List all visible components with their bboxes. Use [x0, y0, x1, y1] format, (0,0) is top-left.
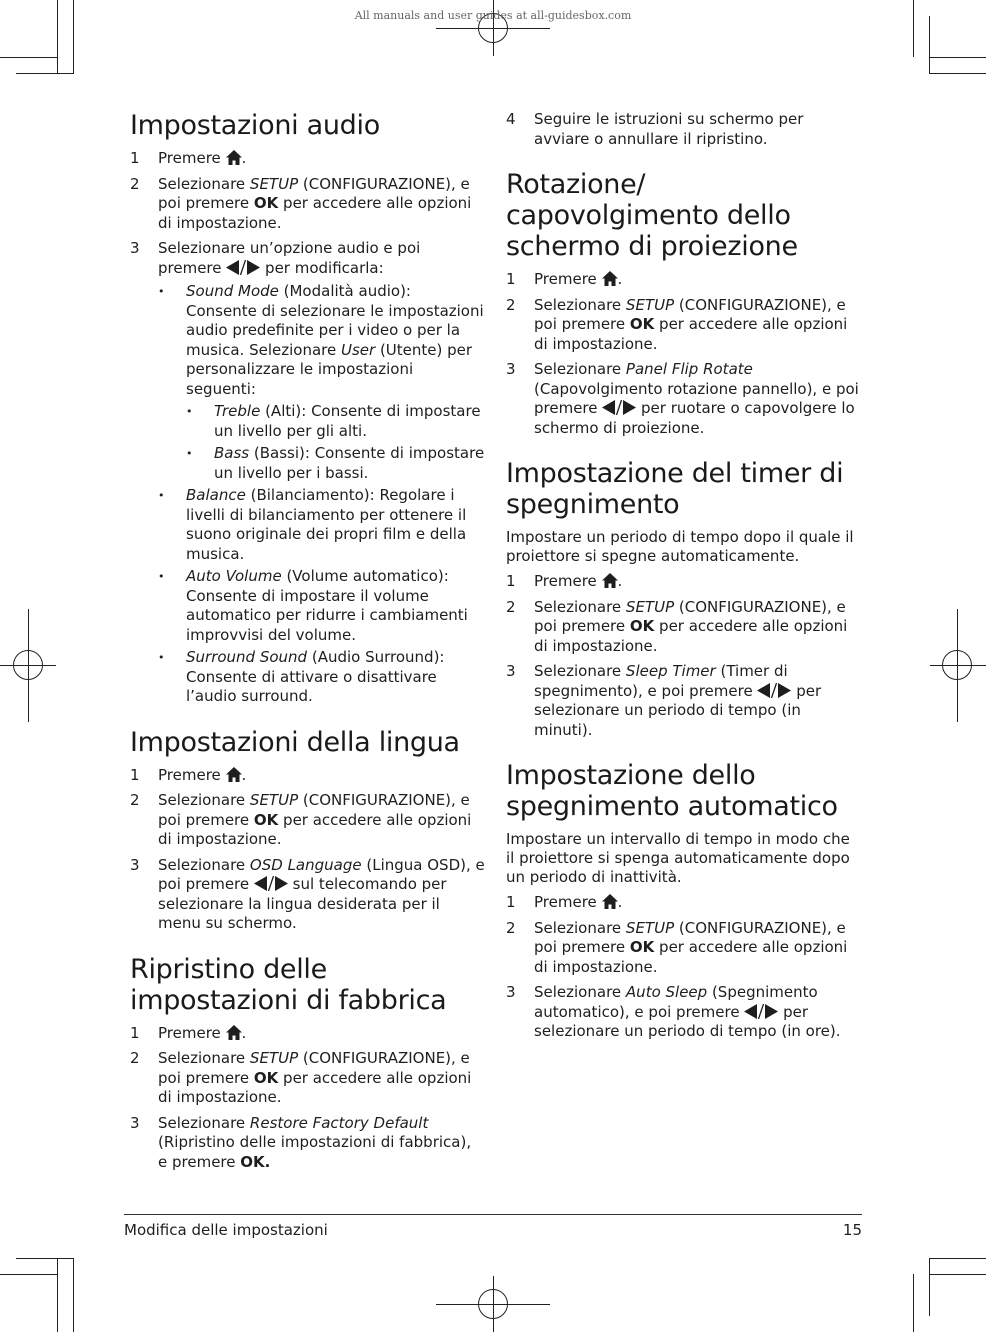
step-item: 1 Premere . [130, 149, 247, 167]
step-item: 1 Premere . [506, 572, 623, 590]
left-right-arrows-icon [757, 682, 791, 700]
list-item: • Sound Mode (Modalità audio): Consente di selezionare le impostazioni audio predefinite per i video o per la musica. Selezionare User (Utente) per personalizzare le impostazioni seguenti: • Treble (Alti): Consente di impostare un livello per gli alti. • Bass (Bassi): Consente di impostare un livello per i bassi. [158, 282, 485, 483]
watermark: All manuals and user guides at all-guidesbox.com [354, 9, 632, 22]
crop-mark [57, 1258, 58, 1332]
step-item: 3 Selezionare Restore Factory Default (Ripristino delle impostazioni di fabbrica), e premere OK. [130, 1113, 472, 1171]
crop-mark [929, 1258, 986, 1259]
crop-mark [73, 1258, 74, 1332]
registration-circle [13, 650, 43, 680]
registration-circle [942, 650, 972, 680]
audio-options-list [158, 282, 485, 707]
home-icon [226, 766, 242, 784]
left-right-arrows-icon [226, 259, 260, 277]
step-item: 1 Premere . [506, 893, 623, 911]
flip-rotate-title: Rotazione/ capovolgimento dello schermo di proiezione [506, 169, 798, 262]
home-icon [602, 893, 618, 911]
step-item: 3 Selezionare OSD Language (Lingua OSD), e poi premere sul telecomando per selezionare la lingua desiderata per il menu su schermo. [130, 855, 485, 932]
crop-mark [929, 73, 986, 74]
crop-mark [929, 1274, 986, 1275]
list-item: • Treble (Alti): Consente di impostare un livello per gli alti. [186, 402, 485, 441]
list-item: • Auto Volume (Volume automatico): Consente di impostare il volume automatico per ridurre i cambiamenti improvvisi del volume. [158, 567, 485, 645]
crop-mark [929, 57, 986, 58]
step-item: 3 Selezionare un’opzione audio e poi premere per modificarla: • Sound Mode (Modalità audio): Consente di selezionare le impostazioni audio predefinite per i video o per la musica. Selezionare User (Utente) per personalizzare le impostazioni seguenti: • Treble (Alti): Consente di impostare un livello per gli alti. • Bass (Bassi): Consente di impostare un livello per i bassi. • Balance (Bilanciamento): Regolare i livelli di bilanciamento per ottenere il suono originale dei propri film e della musica. • Auto Volume (Volume automatico): Consente di impostare il volume automatico per ridurre i cambiamenti improvvisi del volume. • Surround Sound (Audio Surround): Consente di attivare o disattivare l’audio surround. [130, 239, 485, 707]
crop-mark [929, 16, 930, 74]
flip-steps [506, 270, 861, 438]
step-item: 3 Selezionare Sleep Timer (Timer di spegnimento), e poi premere per selezionare un periodo di tempo (in minuti). [506, 662, 822, 739]
crop-mark [0, 1274, 57, 1275]
step-item: 1 Premere . [506, 270, 623, 288]
crop-mark [929, 1258, 930, 1316]
sleep-timer-intro: Impostare un periodo di tempo dopo il quale il proiettore si spegne automaticamente. [506, 528, 854, 565]
step-item: 2 Selezionare SETUP (CONFIGURAZIONE), e poi premere OK per accedere alle opzioni di impostazione. [130, 1049, 472, 1106]
reset-steps [130, 1024, 485, 1173]
audio-settings-title: Impostazioni audio [130, 110, 380, 141]
home-icon [226, 1024, 242, 1042]
step-item: 1 Premere . [130, 765, 247, 784]
auto-sleep-steps [506, 893, 861, 1042]
left-right-arrows-icon [744, 1003, 778, 1021]
left-column [130, 110, 485, 1178]
sleep-timer-title: Impostazione del timer di spegnimento [506, 458, 844, 520]
registration-circle [478, 1289, 508, 1319]
home-icon [226, 149, 242, 167]
crop-mark [16, 1258, 73, 1259]
list-item: • Surround Sound (Audio Surround): Consente di attivare o disattivare l’audio surround. [158, 648, 485, 707]
list-item: • Balance (Bilanciamento): Regolare i livelli di bilanciamento per ottenere il suono originale dei propri film e della musica. [158, 486, 485, 564]
language-steps [130, 766, 485, 934]
auto-sleep-title: Impostazione dello spegnimento automatico [506, 760, 838, 822]
step-item: 3 Selezionare Auto Sleep (Spegnimento automatico), e poi premere per selezionare un periodo di tempo (in ore). [506, 983, 841, 1040]
step-item: 4 Seguire le istruzioni su schermo per avviare o annullare il ripristino. [506, 110, 804, 148]
left-right-arrows-icon [602, 399, 636, 417]
sound-mode-sublist [186, 402, 485, 483]
factory-reset-title: Ripristino delle impostazioni di fabbrica [130, 953, 447, 1016]
home-icon [602, 270, 618, 288]
crop-mark [16, 73, 73, 74]
step-item: 2 Selezionare SETUP (CONFIGURAZIONE), e poi premere OK per accedere alle opzioni di impostazione. [506, 597, 848, 655]
list-item: • Bass (Bassi): Consente di impostare un livello per i bassi. [186, 444, 485, 483]
step-item: 2 Selezionare SETUP (CONFIGURAZIONE), e poi premere OK per accedere alle opzioni di impostazione. [130, 791, 472, 848]
language-settings-title: Impostazioni della lingua [130, 726, 460, 758]
left-right-arrows-icon [254, 875, 288, 893]
auto-sleep-intro: Impostare un intervallo di tempo in modo che il proiettore si spenga automaticamente dopo un periodo di inattività. [506, 830, 850, 886]
crop-mark [913, 1274, 914, 1332]
right-column [506, 110, 861, 1048]
footer-divider [124, 1214, 862, 1215]
crop-mark [0, 57, 57, 58]
step-item: 3 Selezionare Panel Flip Rotate (Capovolgimento rotazione pannello), e poi premere per ruotare o capovolgere lo schermo di proiezione. [506, 360, 859, 437]
step-item: 2 Selezionare SETUP (CONFIGURAZIONE), e poi premere OK per accedere alle opzioni di impostazione. [506, 295, 848, 353]
home-icon [602, 572, 618, 590]
step-item: 2 Selezionare SETUP (CONFIGURAZIONE), e poi premere OK per accedere alle opzioni di impostazione. [506, 918, 848, 976]
audio-steps [130, 149, 485, 707]
page-number: 15 [842, 1221, 862, 1239]
sleep-steps [506, 572, 861, 740]
reset-steps-continued [506, 110, 861, 149]
step-item: 2 Selezionare SETUP (CONFIGURAZIONE), e poi premere OK per accedere alle opzioni di impostazione. [130, 174, 472, 232]
footer-section-name: Modifica delle impostazioni [124, 1221, 328, 1239]
step-item: 1 Premere . [130, 1023, 247, 1042]
